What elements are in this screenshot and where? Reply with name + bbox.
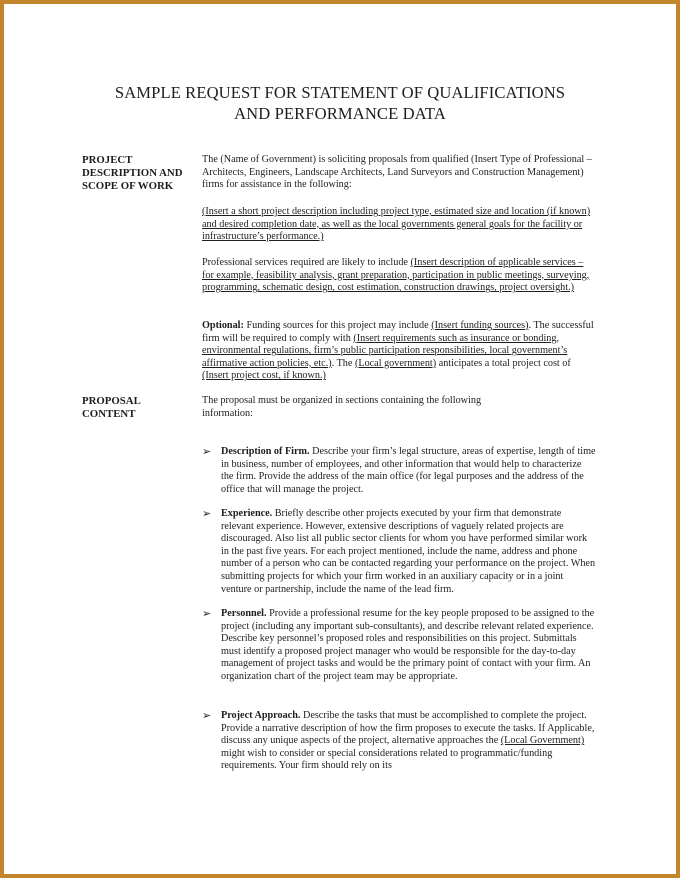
section-label-project-description: PROJECT DESCRIPTION AND SCOPE OF WORK — [82, 154, 183, 192]
optional-insert-requirements: (Insert requirements such as insurance or bonding, environmental regulations, firm’s public participation responsibilities, local government’s affirmative action policies, etc.) — [202, 332, 568, 369]
bullet-personnel — [221, 608, 596, 684]
optional-insert-cost: (Insert project cost, if known.) — [202, 370, 326, 382]
optional-insert-government: (Local government) — [354, 357, 437, 369]
bullet-body-continued: might wish to consider or special considerations related to programmatic/funding requirements. Your firm should rely on its — [221, 747, 553, 772]
bullet-heading: Personnel. — [221, 608, 267, 619]
arrow-bullet-icon: ➢ — [202, 446, 212, 458]
services-lead-text: Professional services required are likely to include — [202, 257, 411, 268]
project-intro-paragraph: The (Name of Government) is soliciting proposals from qualified (Insert Type of Professional – Architects, Engineers, Landscape Architects, Land Surveyors and Construction Management) firms for assistance in the following: — [202, 154, 592, 191]
optional-paragraph — [202, 320, 596, 383]
bullet-project-approach — [221, 710, 596, 773]
bullet-body: Provide a professional resume for the key people proposed to be assigned to the project (including any important sub-consultants), and describe relevant related experience. Describe key personnel’s proposed roles and responsibilities on this project. Submittals must identify a proposed project manager who would be responsible for the day-to-day management of project tasks and would be the primary point of contact with your firm. An organization chart of the project team may be appropriate. — [221, 608, 595, 682]
optional-insert-funding: (Insert funding sources) — [431, 320, 529, 331]
optional-text-1: Funding sources for this project may include — [243, 320, 432, 331]
bullet-experience — [221, 508, 596, 596]
optional-label: Optional: — [202, 320, 244, 331]
arrow-bullet-icon: ➢ — [202, 608, 212, 620]
services-insert-text: (Insert description of applicable services – for example, feasibility analysis, grant preparation, participation in public meetings, surveying, programming, schematic design, cost estimation, construction drawings, project oversight.) — [202, 257, 590, 294]
document-title-line2: AND PERFORMANCE DATA — [234, 104, 446, 123]
optional-text-4: anticipates a total project cost of — [436, 357, 571, 369]
bullet-insert-government: (Local Government) — [500, 735, 585, 747]
bullet-description-of-firm — [221, 446, 596, 496]
arrow-bullet-icon: ➢ — [202, 710, 212, 722]
arrow-bullet-icon: ➢ — [202, 508, 212, 520]
document-title-line1: SAMPLE REQUEST FOR STATEMENT OF QUALIFICATIONS — [114, 83, 566, 102]
proposal-intro-paragraph: The proposal must be organized in sections containing the following information: — [202, 395, 482, 419]
bullet-body: Describe the tasks that must be accomplished to complete the project. Provide a narrative description of how the firm proposes to execute the tasks. If Applicable, discuss any unique aspects of the project, alternative approaches the — [221, 710, 595, 747]
bullet-body: Briefly describe other projects executed by your firm that demonstrate relevant experience. However, extensive descriptions of vaguely related projects are discouraged. Also list all public sector clients for whom you have performed similar work in the past five years. For each project mentioned, include the name, address and phone number of a person who can be contacted regarding your performance on the project. When submitting projects for which your firm worked in an auxiliary capacity or in a joint venture or partnership, include the name of the lead firm. — [221, 508, 596, 595]
bullet-heading: Project Approach. — [221, 710, 301, 721]
services-paragraph — [202, 257, 596, 295]
project-description-placeholder: (Insert a short project description including project type, estimated size and location (if known) and desired completion date, as well as the local governments general goals for the facility or infrastructure’s performance.) — [202, 206, 591, 243]
bullet-body: Describe your firm’s legal structure, areas of expertise, length of time in business, number of employees, and other information that would help to characterize the firm. Provide the address of the main office (for legal purposes and the address of the office that will manage the project. — [221, 446, 596, 495]
section-label-proposal-content: PROPOSAL CONTENT — [82, 395, 141, 420]
bullet-heading: Description of Firm. — [221, 446, 310, 457]
optional-text-2: . The successful firm will be required to comply with — [202, 320, 594, 344]
optional-text-3: . The — [331, 357, 355, 369]
bullet-heading: Experience. — [221, 508, 273, 519]
